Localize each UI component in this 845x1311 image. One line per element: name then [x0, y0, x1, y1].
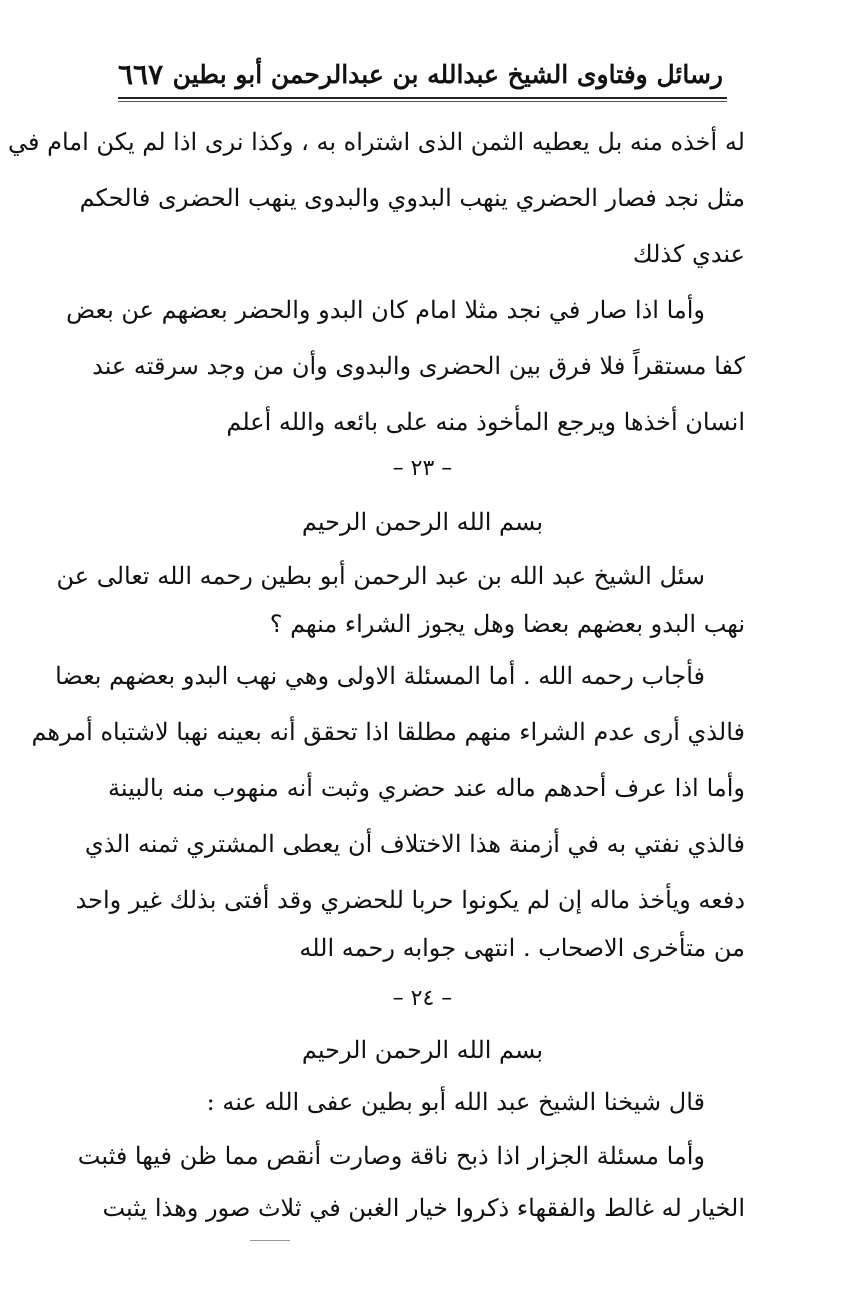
text-line: كفا مستقراً فلا فرق بين الحضرى والبدوى وأن من وجد سرقته عند [92, 352, 745, 380]
text-line: له أخذه منه بل يعطيه الثمن الذى اشتراه به ، وكذا نرى اذا لم يكن امام في [8, 128, 745, 156]
text-line: من متأخرى الاصحاب . انتهى جوابه رحمه الله [299, 934, 745, 962]
section-number-23: – ٢٣ – [392, 456, 453, 481]
text-line: مثل نجد فصار الحضري ينهب البدوي والبدوى ينهب الحضرى فالحكم [79, 184, 745, 212]
text-line: وأما اذا صار في نجد مثلا امام كان البدو والحضر بعضهم عن بعض [66, 296, 705, 324]
header-rule-thin [118, 101, 727, 102]
text-line: قال شيخنا الشيخ عبد الله أبو بطين عفى الله عنه : [206, 1088, 705, 1116]
running-title: رسائل وفتاوى الشيخ عبدالله بن عبدالرحمن أبو بطين [172, 59, 723, 89]
text-line: نهب البدو بعضهم بعضا وهل يجوز الشراء منهم ؟ [269, 610, 745, 638]
text-line: دفعه ويأخذ ماله إن لم يكونوا حربا للحضري وقد أفتى بذلك غير واحد [75, 886, 745, 914]
scan-mark [250, 1240, 290, 1241]
text-line: فالذي أرى عدم الشراء منهم مطلقا اذا تحقق أنه بعينه نهبا لاشتباه أمرهم [31, 718, 745, 746]
text-line: وأما اذا عرف أحدهم ماله عند حضري وثبت أنه منهوب منه بالبينة [108, 774, 746, 802]
text-line: وأما مسئلة الجزار اذا ذبح ناقة وصارت أنقص مما ظن فيها فثبت [77, 1142, 705, 1170]
basmala: بسم الله الرحمن الرحيم [301, 1036, 544, 1064]
text-line: سئل الشيخ عبد الله بن عبد الرحمن أبو بطين رحمه الله تعالى عن [56, 562, 705, 590]
section-number-24: – ٢٤ – [392, 986, 453, 1011]
text-line: انسان أخذها ويرجع المأخوذ منه على بائعه والله أعلم [226, 408, 745, 436]
page-number: ٦٦٧ [118, 57, 164, 91]
text-line: عندي كذلك [632, 240, 745, 268]
text-line: الخيار له غالط والفقهاء ذكروا خيار الغبن في ثلاث صور وهذا يثبت [102, 1194, 745, 1222]
text-line: فأجاب رحمه الله . أما المسئلة الاولى وهي نهب البدو بعضهم بعضا [55, 662, 705, 690]
text-line: فالذي نفتي به في أزمنة هذا الاختلاف أن يعطى المشتري ثمنه الذي [84, 830, 745, 858]
basmala: بسم الله الرحمن الرحيم [301, 508, 544, 536]
page-header [118, 52, 723, 96]
header-rule [118, 97, 727, 99]
